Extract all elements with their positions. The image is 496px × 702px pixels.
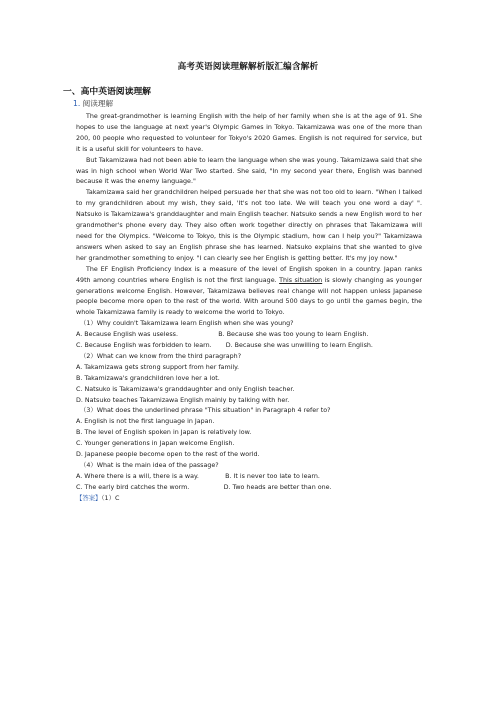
question-3-option: A. English is not the first language in Japan. [76, 418, 215, 426]
question-2-option: A. Takamizawa gets strong support from her family. [76, 363, 240, 371]
question-2-option: C. Natsuko is Takamizawa's granddaughter and only English teacher. [76, 385, 295, 393]
item-label: 阅读理解 [82, 99, 114, 108]
question-3-option: D. Japanese people become open to the rest of the world. [76, 451, 260, 459]
passage-body [76, 112, 422, 505]
question-1-option-row: C. Because English was forbidden to learn. D. Because she was unwilling to learn English. [76, 342, 373, 350]
underlined-phrase: This situation [279, 276, 323, 284]
paragraph-4-text-a: The EF English Proficiency Index is a measure of the level of English spoken in a country. Japan ranks 49th among countries where English is not the first language. [76, 265, 422, 284]
question-1-option-row: A. Because English was useless. B. Because she was too young to learn English. [76, 331, 369, 339]
question-1-stem: （1）Why couldn't Takamizawa learn English when she was young? [80, 320, 294, 328]
paragraph-3: Takamizawa said her grandchildren helped persuade her that she was not too old to learn. "When I talked to my grandchildren about my wish, they said, 'It's not too late. We will teach you one word a day' ". Natsuko is Takamizawa's granddaughter and main English teacher. Natsuko sends a new English word to her grandmother's phone every day. They also often work together directly on phrases that Takamizawa will need for the Olympics. "Welcome to Tokyo, this is the Olympic stadium, how can I help you?" Takamizawa answers when asked to say an English phrase she has learned. Natsuko explains that she wanted to give her grandmother something to enjoy. "I can clearly see her English is getting better. It's my joy now." [76, 189, 422, 262]
question-3-option: B. The level of English spoken in Japan is relatively low. [76, 429, 252, 437]
paragraph-4-text-b: is slowly changing as younger generations welcome English. However, Takamizawa believes real change will not happen unless Japanese people become more open to the rest of the world. With around 500 days to go until the games begin, the whole Takamizawa family is ready to welcome the world to Tokyo. [76, 276, 422, 317]
question-3-stem: （3）What does the underlined phrase "This situation" in Paragraph 4 refer to? [80, 407, 331, 415]
item-number: 1. [73, 99, 81, 108]
question-4-stem: （4）What is the main idea of the passage? [80, 462, 219, 469]
section-heading: 一、高中英语阅读理解 [63, 87, 151, 97]
question-3-option: C. Younger generations in Japan welcome English. [76, 440, 235, 448]
question-4-option-row: C. The early bird catches the worm. D. Two heads are better than one. [76, 483, 332, 491]
item-heading [73, 98, 113, 109]
paragraph-1: The great-grandmother is learning English with the help of her family when she is at the age of 91. She hopes to use the language at next year's Olympic Games in Tokyo. Takamizawa was one of the more than 200, 00 people who requested to volunteer for Tokyo's 2020 Games. English is not required for service, but it is a useful skill for volunteers to have. [76, 113, 422, 153]
paragraph-4 [76, 265, 422, 320]
question-2-option: D. Natsuko teaches Takamizawa English mainly by talking with her. [76, 396, 290, 404]
paragraph-2: But Takamizawa had not been able to learn the language when she was young. Takamizawa said that she was in high school when World War Two started. She said, "In my second year there, English was banned because it was the enemy language." [76, 156, 422, 186]
question-2-option: B. Takamizawa's grandchildren love her a lot. [76, 374, 220, 382]
answer-text: （1）C [101, 494, 120, 502]
document-title: 高考英语阅读理解解析版汇编含解析 [177, 62, 319, 72]
answer-line [76, 494, 422, 505]
answer-tag: 【答案】 [76, 494, 102, 502]
question-2-stem: （2）What can we know from the third paragraph? [80, 352, 242, 360]
question-4-option-row: A. Where there is a will, there is a way. B. It is never too late to learn. [76, 472, 320, 480]
